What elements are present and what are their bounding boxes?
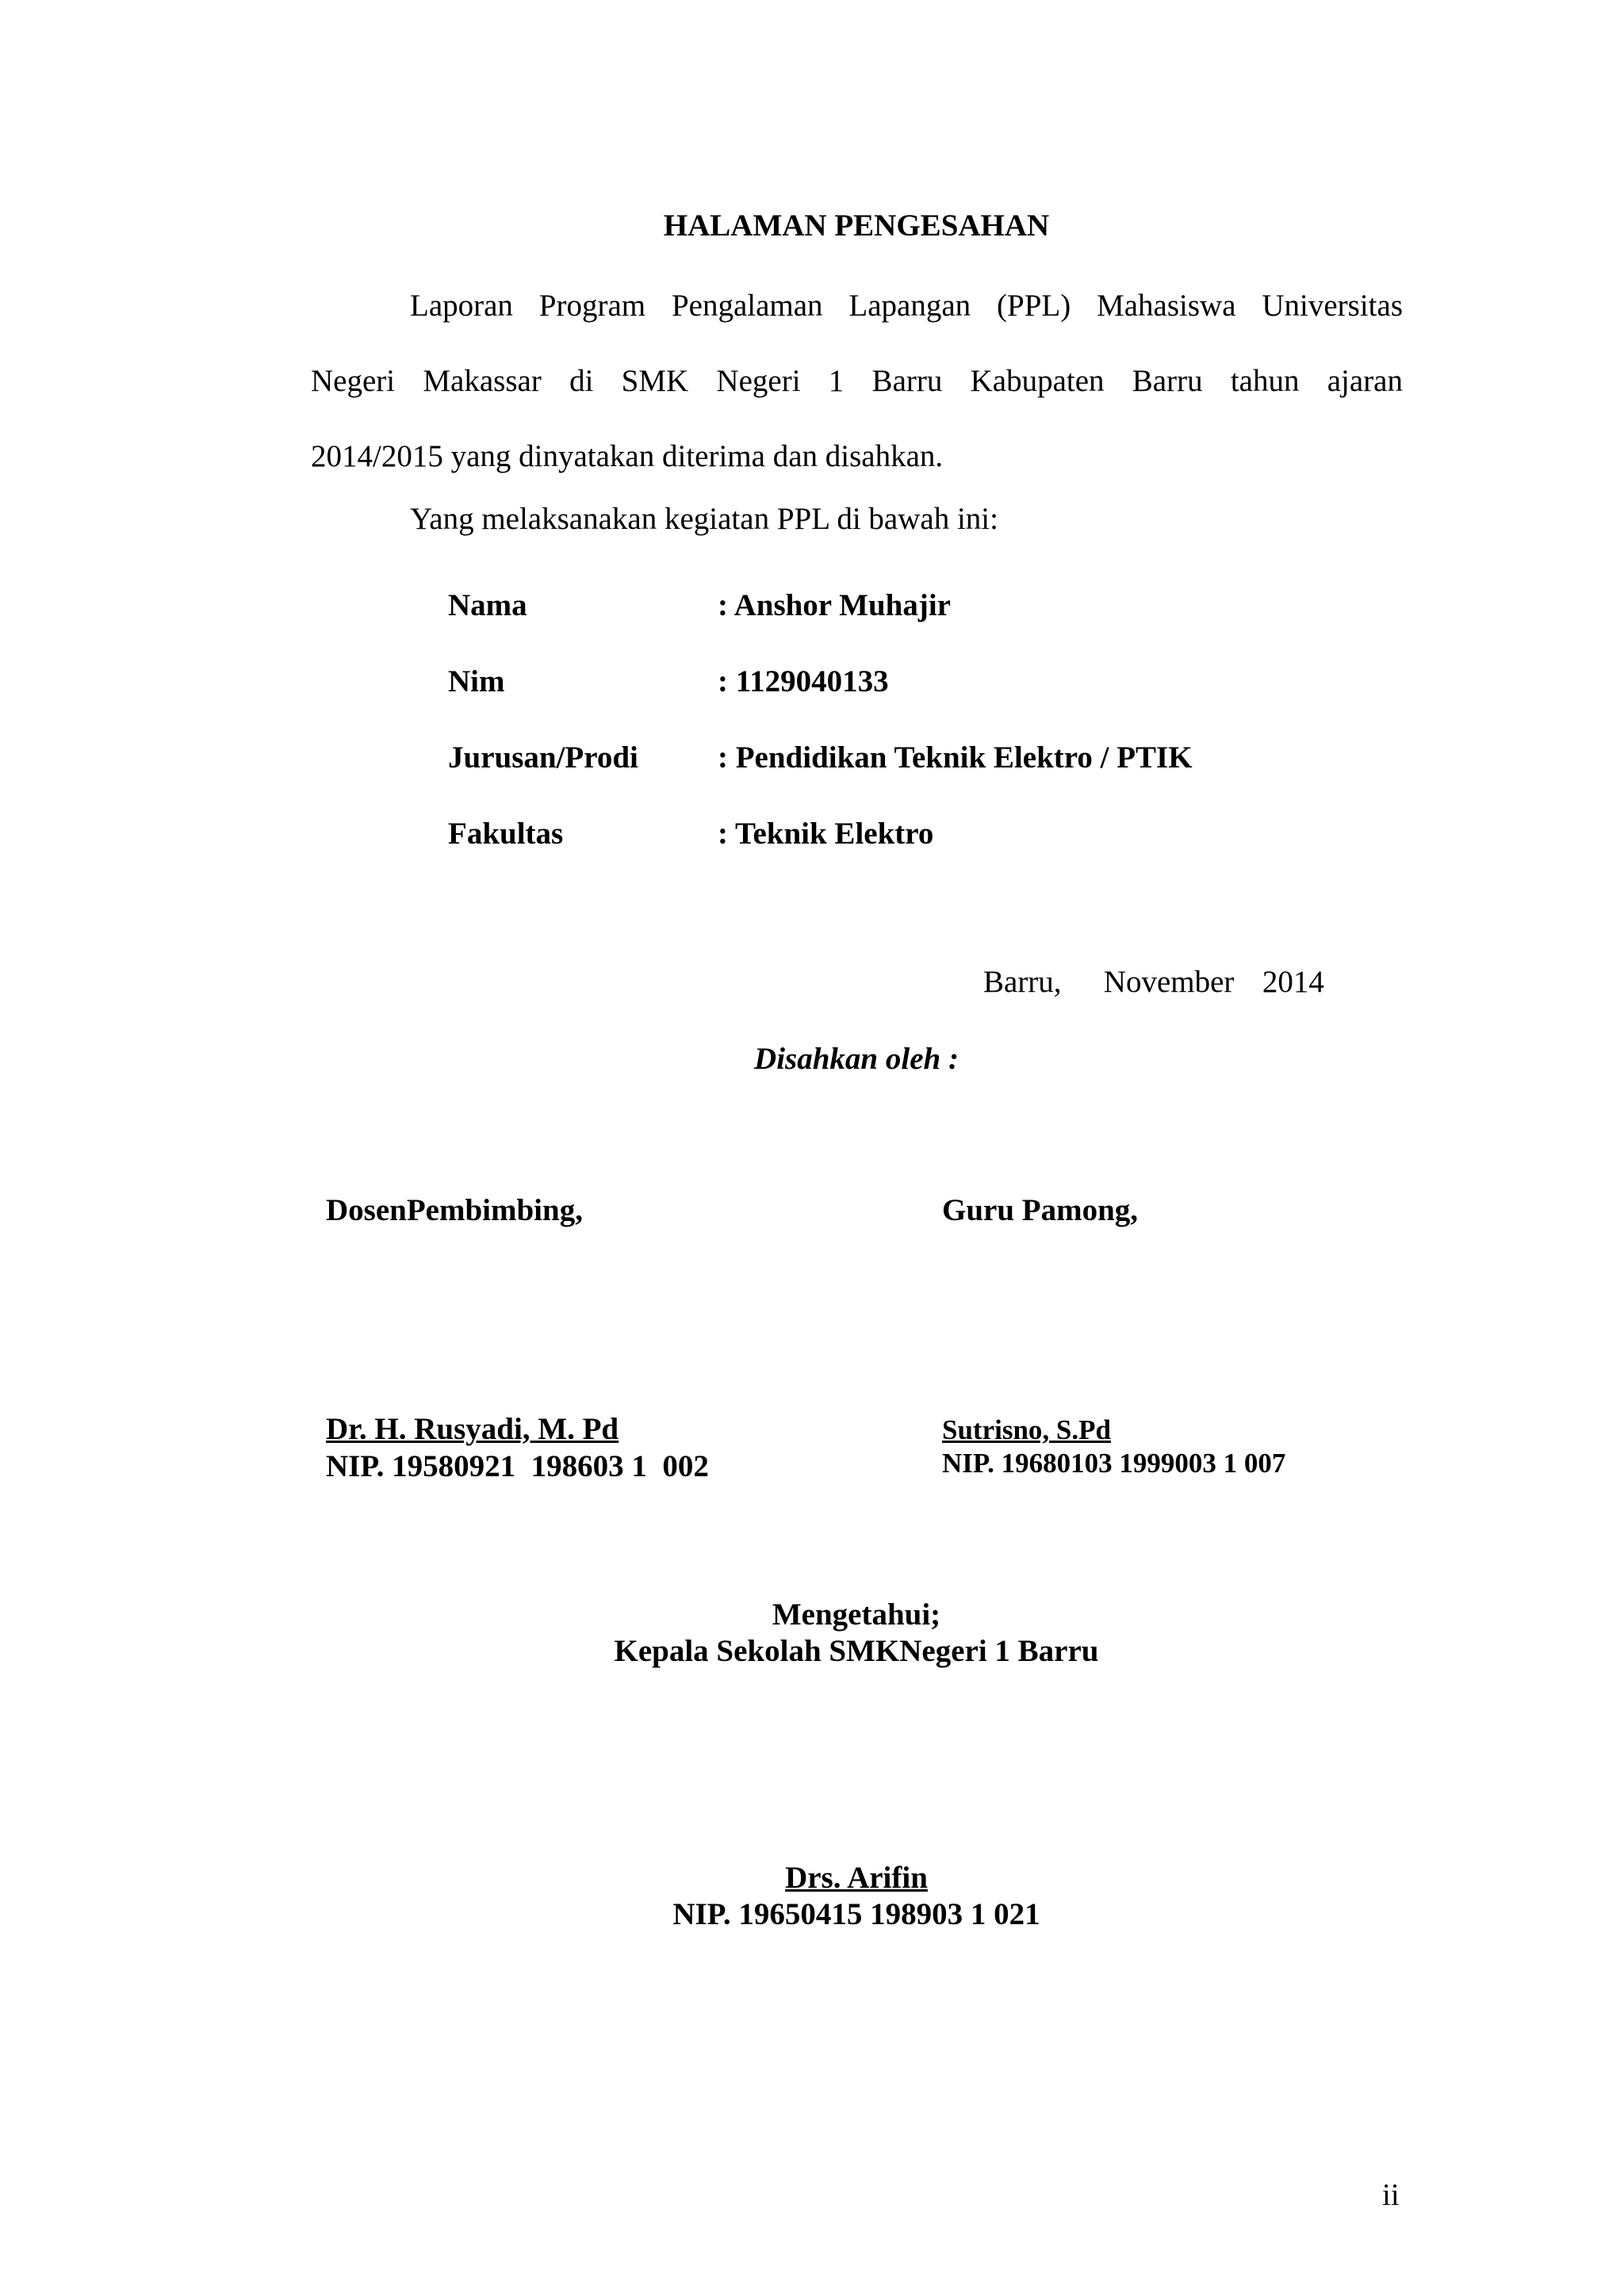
field-value-jurusan: : Pendidikan Teknik Elektro / PTIK (718, 740, 1193, 775)
right-signatory-nip: NIP. 19680103 1999003 1 007 (942, 1448, 1286, 1479)
field-value-nama: : Anshor Muhajir (718, 588, 951, 622)
field-value-fakultas: : Teknik Elektro (718, 817, 934, 851)
page-number: ii (1382, 2178, 1400, 2212)
principal-nip: NIP. 19650415 198903 1 021 (672, 1897, 1040, 1931)
field-label-nama: Nama (448, 588, 527, 622)
paragraph-line-2: Negeri Makassar di SMK Negeri 1 Barru Kabupaten Barru tahun ajaran (311, 364, 1403, 398)
principal-name: Drs. Arifin (785, 1861, 928, 1895)
page-title: HALAMAN PENGESAHAN (663, 209, 1050, 243)
left-signatory-role: DosenPembimbing, (326, 1193, 583, 1227)
principal-name-wrap (0, 1860, 1624, 1896)
field-label-nim: Nim (448, 664, 505, 698)
field-value-nim: : 1129040133 (718, 664, 889, 698)
field-label-fakultas: Fakultas (448, 817, 564, 851)
left-signatory-nip: NIP. 19580921 198603 1 002 (326, 1449, 709, 1483)
right-signatory-name: Sutrisno, S.Pd (942, 1414, 1111, 1445)
right-signatory-role: Guru Pamong, (942, 1193, 1139, 1227)
intro-text: Yang melaksanakan kegiatan PPL di bawah ini: (410, 502, 998, 536)
body-paragraph (311, 268, 1403, 494)
field-label-jurusan: Jurusan/Prodi (448, 740, 638, 775)
place-date: Barru, November 2014 (983, 965, 1324, 999)
left-signatory-name: Dr. H. Rusyadi, M. Pd (326, 1412, 619, 1446)
paragraph-line-1: Laporan Program Pengalaman Lapangan (PPL) Mahasiswa Universitas (410, 289, 1403, 323)
acknowledgement-label: Mengetahui; (772, 1598, 941, 1632)
paragraph-line-3: 2014/2015 yang dinyatakan diterima dan disahkan. (311, 439, 944, 473)
acknowledgement-position: Kepala Sekolah SMKNegeri 1 Barru (614, 1634, 1099, 1668)
approved-by-label: Disahkan oleh : (754, 1042, 959, 1076)
